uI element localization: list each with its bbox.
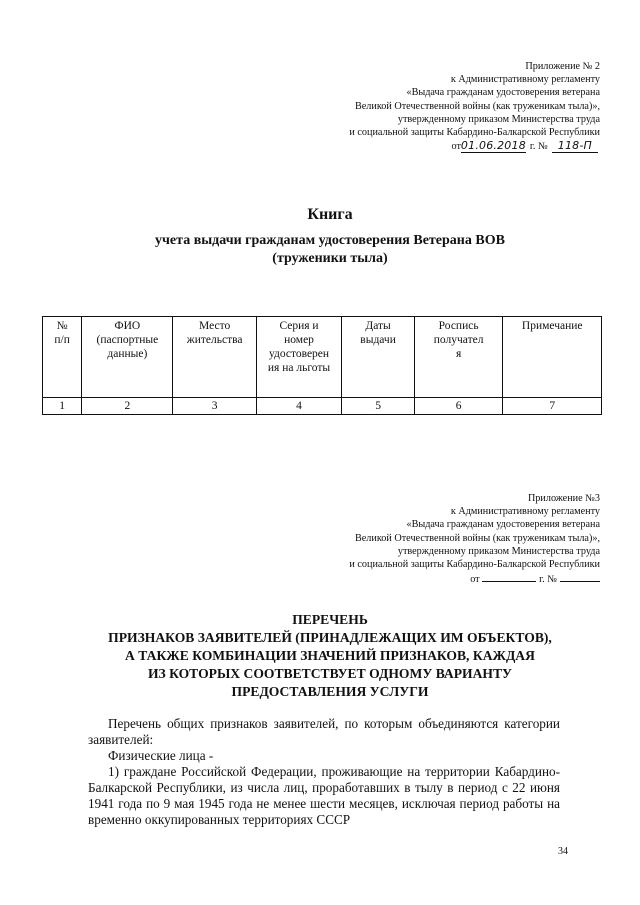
- annex-3-order-line: [349, 571, 600, 586]
- perechen-heading: [60, 611, 600, 701]
- annex-2-order-date: 01.06.2018: [460, 139, 526, 153]
- book-subtitle: [60, 232, 600, 268]
- column-number-cell: 7: [503, 398, 602, 415]
- column-number-cell: 2: [82, 398, 173, 415]
- annex-3-line: утвержденному приказом Министерства труда: [397, 545, 600, 557]
- annex-2-order-line: [349, 139, 598, 153]
- annex-3-line: Приложение №3: [527, 493, 600, 504]
- annex-3-line: Великой Отечественной войны (как труженикам тыла)»,: [354, 532, 600, 544]
- column-number-cell: 4: [256, 398, 341, 415]
- ledger-header-row: [43, 317, 602, 398]
- annex-2-order-number: 118-П: [552, 139, 598, 153]
- annex-3-line: и социальной защиты Кабардино-Балкарской Республики: [349, 559, 600, 571]
- header-cell-dates: Даты выдачи: [342, 317, 415, 398]
- annex-2-line: к Административному регламенту: [450, 74, 600, 86]
- header-cell-fio: ФИО (паспортные данные): [82, 317, 173, 398]
- ledger-number-row: [43, 398, 602, 415]
- header-cell-number: № п/п: [43, 317, 82, 398]
- paragraph-individuals: Физические лица -: [108, 748, 214, 763]
- header-cell-signature: Роспись получател я: [414, 317, 503, 398]
- annex-3-order-prefix: от: [470, 574, 480, 586]
- column-number-cell: 3: [173, 398, 256, 415]
- perechen-line: ПРИЗНАКОВ ЗАЯВИТЕЛЕЙ (ПРИНАДЛЕЖАЩИХ ИМ ОБЪЕКТОВ),: [108, 630, 552, 645]
- annex-2-line: «Выдача гражданам удостоверения ветерана: [406, 87, 600, 99]
- header-cell-residence: Место жительства: [173, 317, 256, 398]
- body-text: [88, 716, 560, 828]
- column-number-cell: 1: [43, 398, 82, 415]
- book-subtitle-line: (труженики тыла): [272, 251, 388, 266]
- paragraph-item-1: 1) граждане Российской Федерации, проживающие на территории Кабардино-Балкарской Республики, из числа лиц, проработавших в тылу в период с 22 июня 1941 года по 9 мая 1945 года не менее шести месяцев, исключая период работы на временно оккупированных территориях СССР: [88, 764, 560, 827]
- annex-3-order-date-blank: [482, 571, 536, 582]
- page-number: 34: [558, 846, 568, 857]
- annex-2-line: Приложение № 2: [525, 61, 600, 72]
- column-number-cell: 5: [342, 398, 415, 415]
- annex-2-line: утвержденному приказом Министерства труда: [397, 113, 600, 125]
- perechen-line: ПЕРЕЧЕНЬ: [292, 612, 368, 627]
- annex-3-line: «Выдача гражданам удостоверения ветерана: [406, 519, 600, 531]
- column-number-cell: 6: [414, 398, 503, 415]
- perechen-line: ПРЕДОСТАВЛЕНИЯ УСЛУГИ: [231, 684, 429, 699]
- book-subtitle-line: учета выдачи гражданам удостоверения Ветерана ВОВ: [155, 233, 505, 248]
- annex-2-line: Великой Отечественной войны (как труженикам тыла)»,: [354, 100, 600, 112]
- annex-2-header: [349, 60, 600, 153]
- header-cell-certificate: Серия и номер удостоверен ия на льготы: [256, 317, 341, 398]
- header-cell-note: Примечание: [503, 317, 602, 398]
- annex-3-header: [349, 492, 600, 586]
- book-title: Книга: [307, 206, 353, 223]
- perechen-line: А ТАКЖЕ КОМБИНАЦИИ ЗНАЧЕНИЙ ПРИЗНАКОВ, КАЖДАЯ: [125, 648, 535, 663]
- annex-2-order-mid: г. №: [529, 141, 548, 153]
- annex-2-line: и социальной защиты Кабардино-Балкарской Республики: [349, 127, 600, 139]
- ledger-table: [42, 316, 602, 415]
- annex-3-order-number-blank: [560, 571, 600, 582]
- annex-3-order-mid: г. №: [539, 574, 557, 586]
- annex-2-order-prefix: от: [451, 141, 461, 153]
- paragraph-intro: Перечень общих признаков заявителей, по которым объединяются категории заявителей:: [88, 716, 560, 747]
- perechen-line: ИЗ КОТОРЫХ СООТВЕТСТВУЕТ ОДНОМУ ВАРИАНТУ: [147, 666, 513, 681]
- annex-3-line: к Административному регламенту: [450, 506, 600, 518]
